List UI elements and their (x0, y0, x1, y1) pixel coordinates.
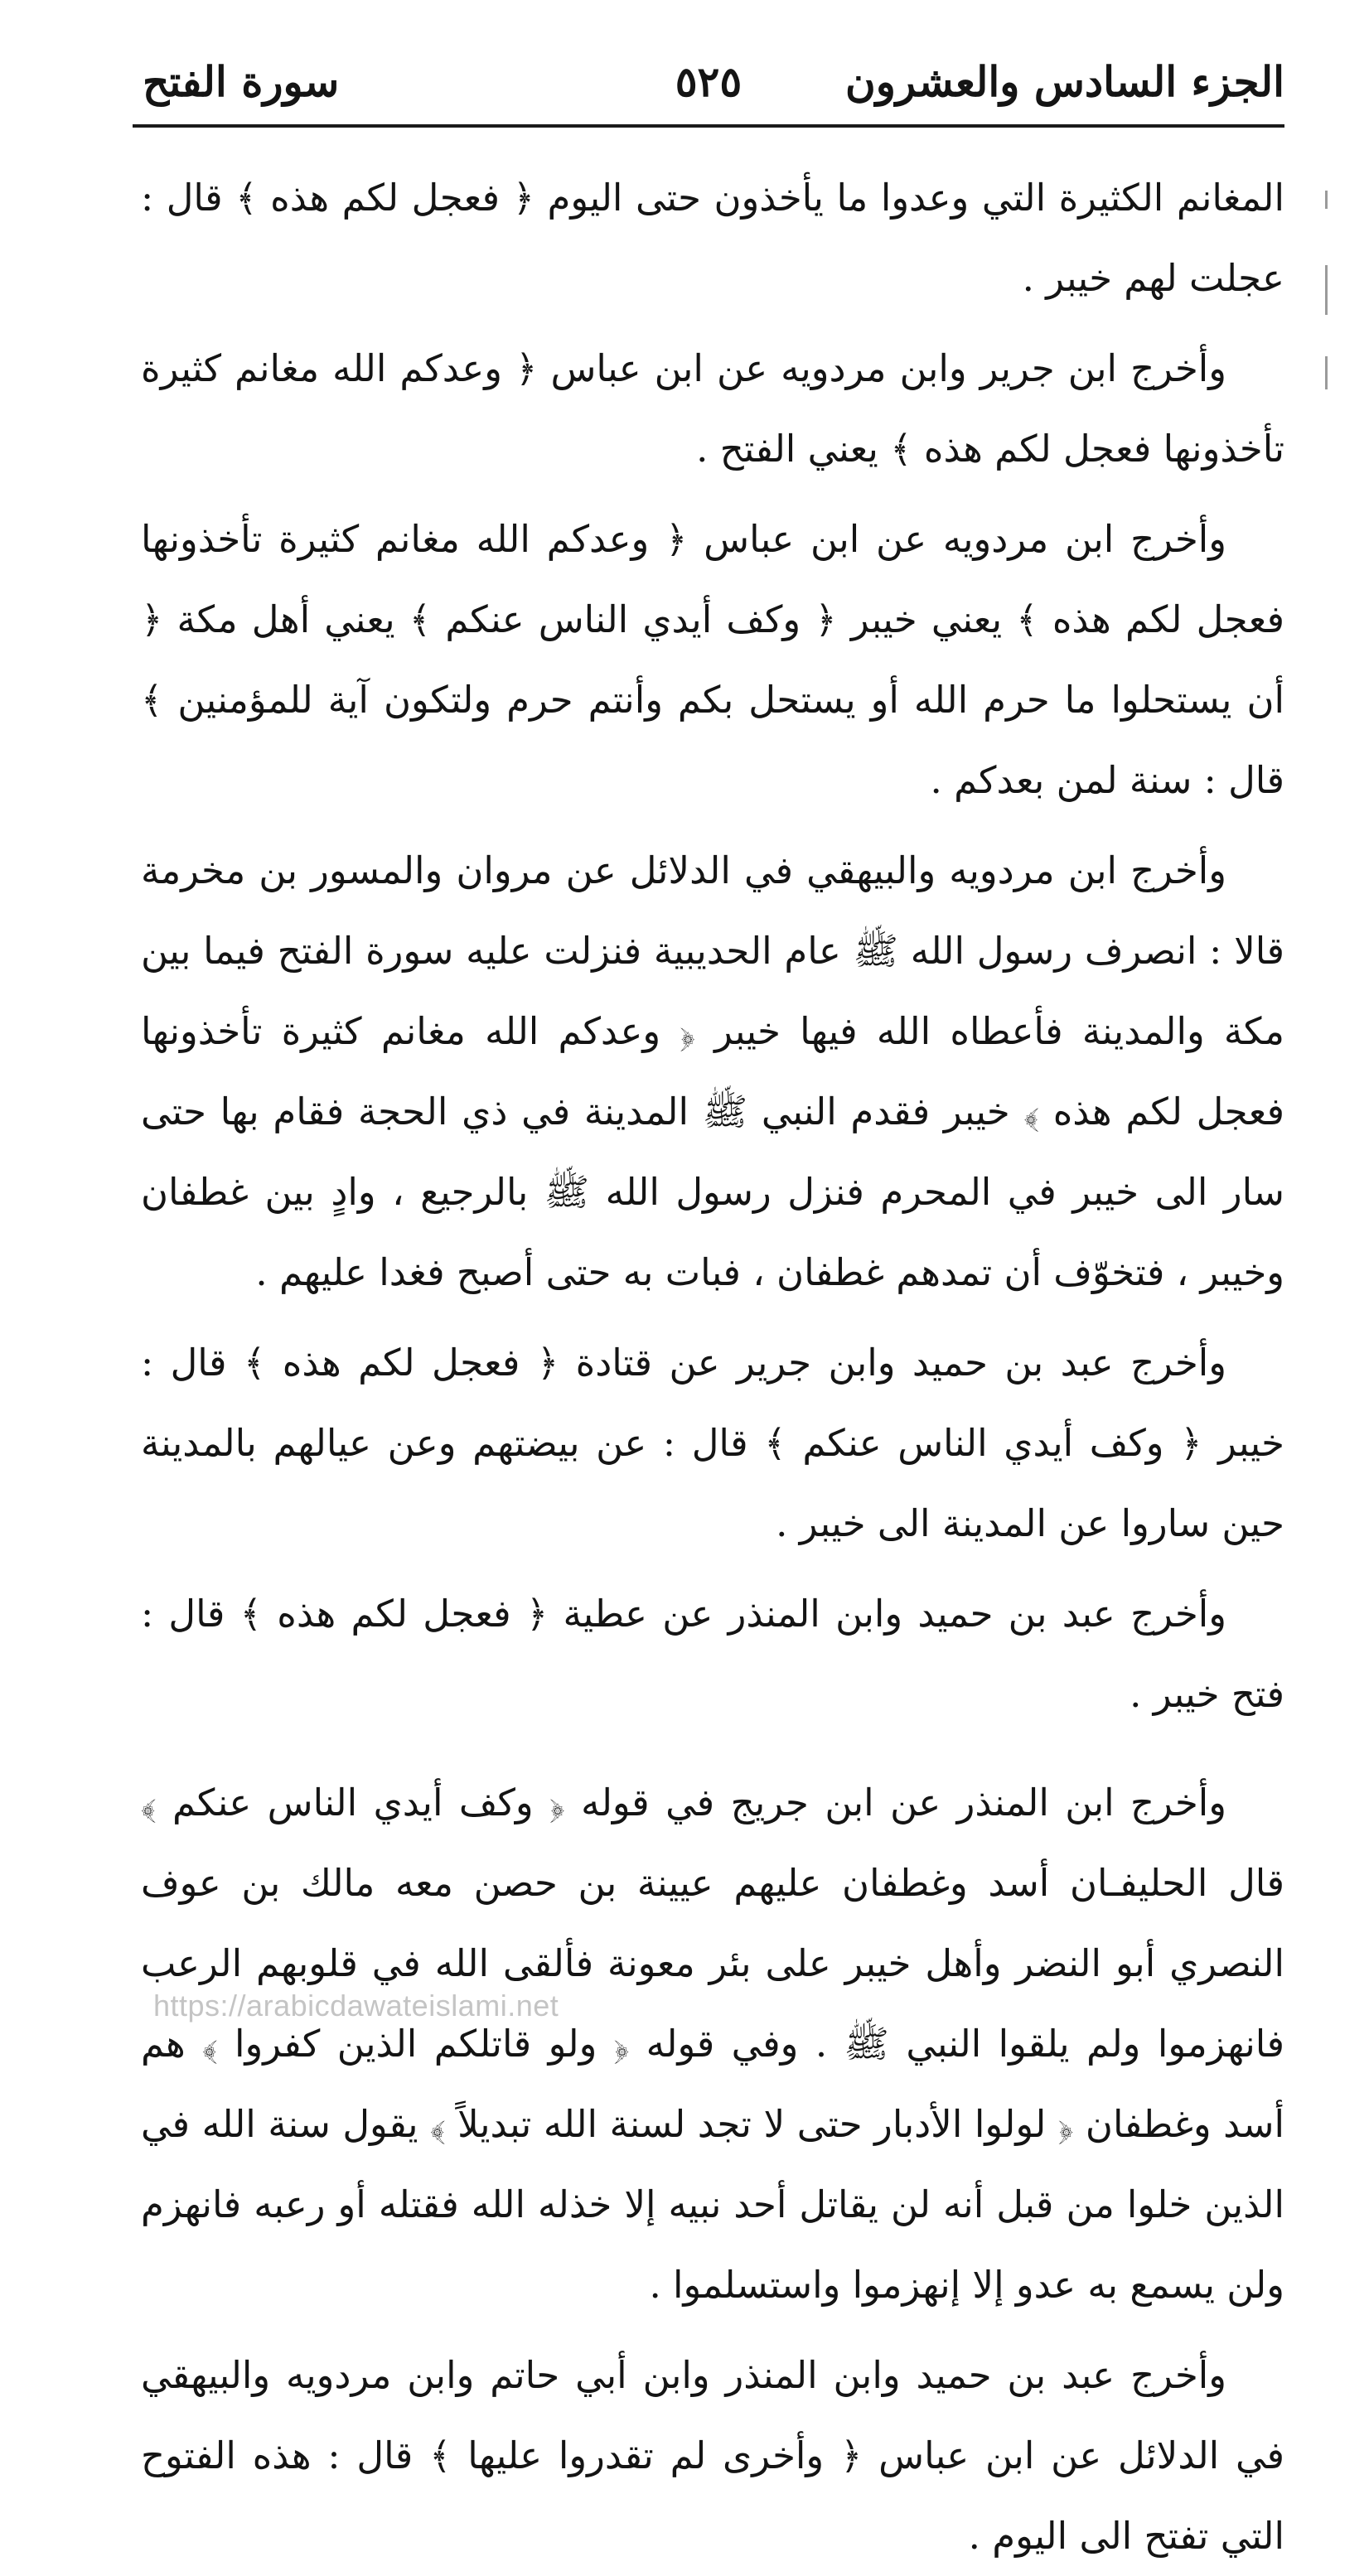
surah-title: سورة الفتح (143, 57, 340, 106)
page-header (133, 41, 1284, 128)
paragraph-8: وأخرج عبد بن حميد وابن المنذر وابن أبي حاتم وابن مردويه والبيهقي في الدلائل عن ابن عباس ﴿ وأخرى لم تقدروا عليها ﴾ قال : هذه الفتوح التي تفتح الى اليوم . (141, 2353, 1284, 2558)
scan-margin-marks (1324, 191, 1328, 406)
part-title: الجزء السادس والعشرون (844, 57, 1284, 106)
paragraph-2: وأخرج ابن جرير وابن مردويه عن ابن عباس ﴿ وعدكم الله مغانم كثيرة تأخذونها فعجل لكم هذه ﴾ يعني الفتح . (141, 346, 1284, 471)
paragraph-3: وأخرج ابن مردويه عن ابن عباس ﴿ وعدكم الله مغانم كثيرة تأخذونها فعجل لكم هذه ﴾ يعني خيبر ﴿ وكف أيدي الناس عنكم ﴾ يعني أهل مكة ﴿ أن يستحلوا ما حرم الله أو يستحل بكم وأنتم حرم ولتكون آية للمؤمنين ﴾ قال : سنة لمن بعدكم . (141, 517, 1284, 802)
paragraph-1: المغانم الكثيرة التي وعدوا ما يأخذون حتى اليوم ﴿ فعجل لكم هذه ﴾ قال : عجلت لهم خيبر . (141, 176, 1284, 300)
paragraph-6: وأخرج عبد بن حميد وابن المنذر عن عطية ﴿ فعجل لكم هذه ﴾ قال : فتح خيبر . (141, 1592, 1284, 1716)
watermark-url: https://arabicdawateislami.net (153, 1989, 559, 2023)
paragraph-4: وأخرج ابن مردويه والبيهقي في الدلائل عن مروان والمسور بن مخرمة قالا : انصرف رسول الله ﷺ عام الحديبية فنزلت عليه سورة الفتح فيما بين مكة والمدينة فأعطاه الله فيها خيبر ﴿ وعدكم الله مغانم كثيرة تأخذونها فعجل لكم هذه ﴾ خيبر فقدم النبي ﷺ المدينة في ذي الحجة فقام بها حتى سار الى خيبر في المحرم فنزل رسول الله ﷺ بالرجيع ، وادٍ بين غطفان وخيبر ، فتخوّف أن تمدهم غطفان ، فبات به حتى أصبح فغدا عليهم . (141, 848, 1284, 1294)
paragraph-5: وأخرج عبد بن حميد وابن جرير عن قتادة ﴿ فعجل لكم هذه ﴾ قال : خيبر ﴿ وكف أيدي الناس عنكم ﴾ قال : عن بيضتهم وعن عيالهم بالمدينة حين ساروا عن المدينة الى خيبر . (141, 1341, 1284, 1545)
paragraph-7: وأخرج ابن المنذر عن ابن جريج في قوله ﴿ وكف أيدي الناس عنكم ﴾ قال الحليفـان أسد وغطفان عليهم عيينة بن حصن معه مالك بن عوف النصري أبو النضر وأهل خيبر على بئر معونة فألقى الله في قلوبهم الرعب فانهزموا ولم يلقوا النبي ﷺ . وفي قوله ﴿ ولو قاتلكم الذين كفروا ﴾ هم أسد وغطفان ﴿ لولوا الأدبار حتى لا تجد لسنة الله تبديلاً ﴾ يقول سنة الله في الذين خلوا من قبل أنه لن يقاتل أحد نبيه إلا خذله الله فقتله أو رعبه فانهزم ولن يسمع به عدو إلا إنهزموا واستسلموا . (141, 1781, 1284, 2307)
page-number: ٥٢٥ (675, 57, 743, 106)
